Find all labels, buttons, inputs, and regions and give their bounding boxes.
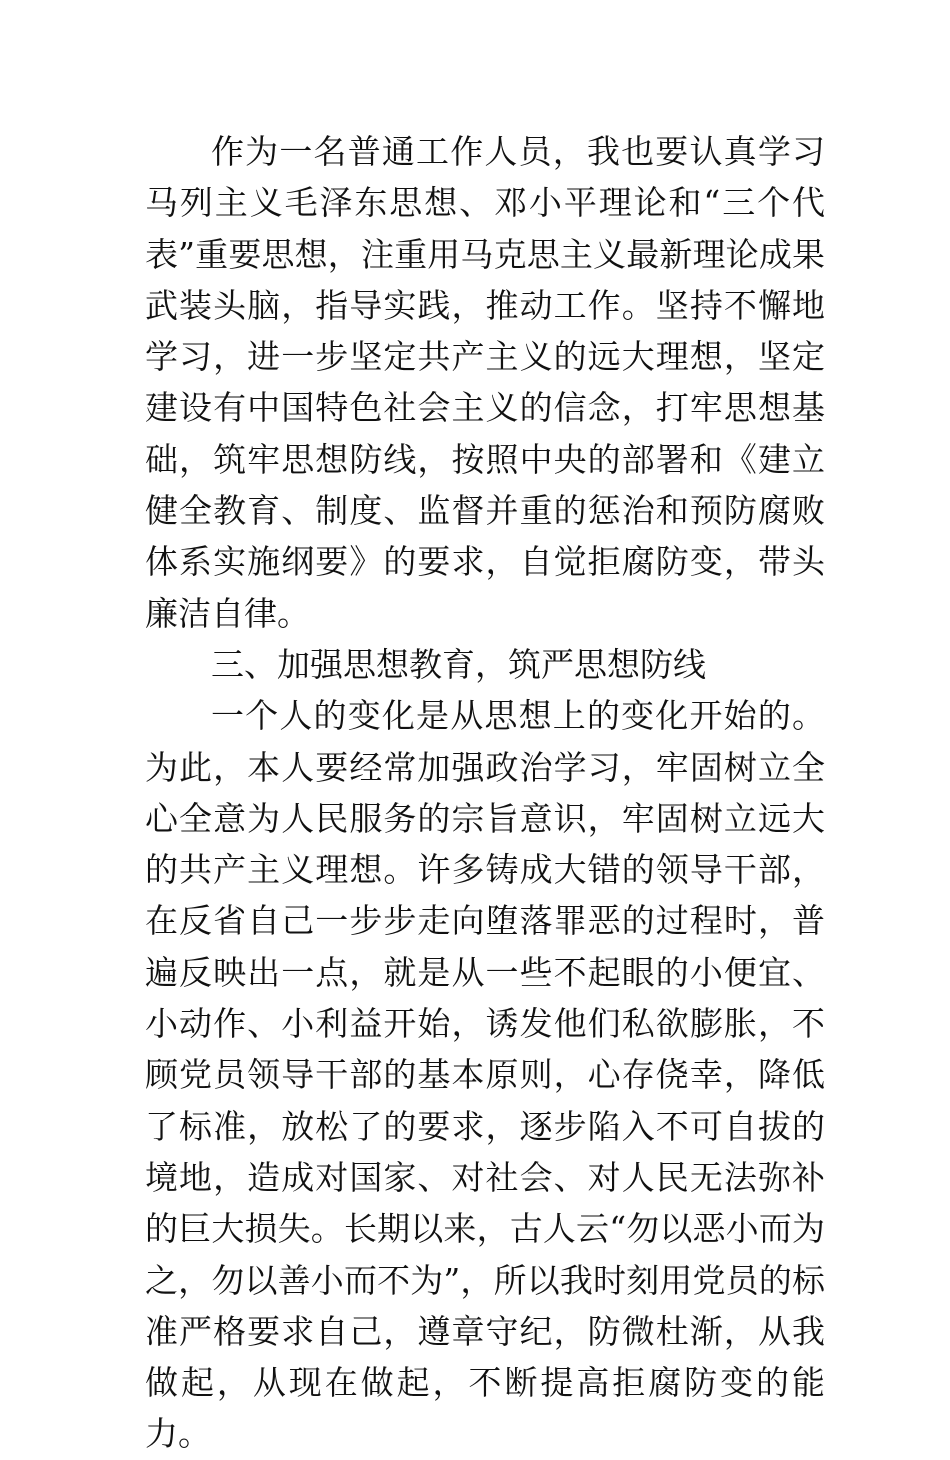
paragraph-study-theory: 作为一名普通工作人员，我也要认真学习马列主义毛泽东思想、邓小平理论和“三个代表”重要思想，注重用马克思主义最新理论成果武装头脑，指导实践，推动工作。坚持不懈地学习，进一步坚定共产主义的远大理想，坚定建设有中国特色社会主义的信念，打牢思想基础，筑牢思想防线，按照中央的部署和《建立健全教育、制度、监督并重的惩治和预防腐败体系实施纲要》的要求，自觉拒腐防变，带头廉洁自律。 [145, 132, 825, 633]
document-body [145, 126, 825, 1460]
section-heading: 三、加强思想教育，筑严思想防线 [211, 644, 706, 684]
paragraph-thought-education: 一个人的变化是从思想上的变化开始的。为此，本人要经常加强政治学习，牢固树立全心全意为人民服务的宗旨意识，牢固树立远大的共产主义理想。许多铸成大错的领导干部，在反省自己一步步走向堕落罪恶的过程时，普遍反映出一点，就是从一些不起眼的小便宜、小动作、小利益开始，诱发他们私欲膨胀，不顾党员领导干部的基本原则，心存侥幸，降低了标准，放松了的要求，逐步陷入不可自拔的境地，造成对国家、对社会、对人民无法弥补的巨大损失。长期以来，古人云“勿以恶小而为之，勿以善小而不为”，所以我时刻用党员的标准严格要求自己，遵章守纪，防微杜渐，从我做起，从现在做起，不断提高拒腐防变的能力。 [145, 696, 825, 1454]
